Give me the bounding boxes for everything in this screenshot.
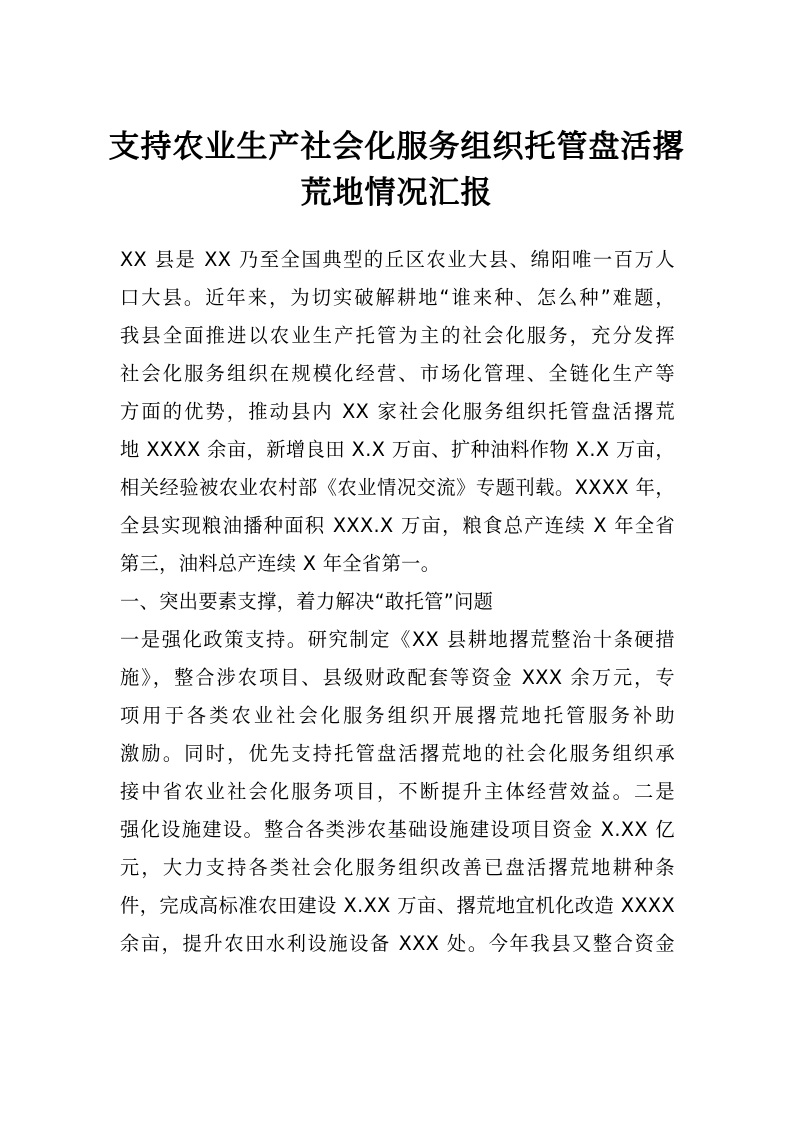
body-text-line: 相关经验被农业农村部《农业情况交流》专题刊载。XXXX 年，	[120, 476, 675, 499]
body-text-line: 地 XXXX 余亩，新增良田 X.X 万亩、扩种油料作物 X.X 万亩，	[120, 438, 675, 461]
section-heading: 一、突出要素支撑，着力解决“敢托管”问题	[120, 590, 494, 613]
body-text-line: 方面的优势，推动县内 XX 家社会化服务组织托管盘活撂荒	[120, 400, 675, 423]
body-text-line: 强化设施建设。整合各类涉农基础设施建设项目资金 X.XX 亿	[120, 818, 675, 841]
body-text-line: 一是强化政策支持。研究制定《XX 县耕地撂荒整治十条硬措	[120, 628, 675, 651]
document-title-line-2: 荒地情况汇报	[300, 175, 493, 211]
body-text-line: 件，完成高标准农田建设 X.XX 万亩、撂荒地宜机化改造 XXXX	[120, 894, 675, 917]
body-text-line: 第三，油料总产连续 X 年全省第一。	[120, 552, 441, 575]
body-text-line: 余亩，提升农田水利设施设备 XXX 处。今年我县又整合资金	[120, 932, 675, 955]
body-text-line: 我县全面推进以农业生产托管为主的社会化服务，充分发挥	[120, 324, 675, 347]
body-text-line: 项用于各类农业社会化服务组织开展撂荒地托管服务补助	[120, 704, 675, 727]
body-text-line: 口大县。近年来，为切实破解耕地“谁来种、怎么种”难题，	[120, 286, 675, 309]
body-text-line: 元，大力支持各类社会化服务组织改善已盘活撂荒地耕种条	[120, 856, 675, 879]
body-text-line: 激励。同时，优先支持托管盘活撂荒地的社会化服务组织承	[120, 742, 675, 765]
body-text-line: XX 县是 XX 乃至全国典型的丘区农业大县、绵阳唯一百万人	[120, 248, 675, 271]
body-text-line: 施》，整合涉农项目、县级财政配套等资金 XXX 余万元，专	[120, 666, 675, 689]
document-title-line-1: 支持农业生产社会化服务组织托管盘活撂	[108, 129, 685, 165]
body-text-line: 社会化服务组织在规模化经营、市场化管理、全链化生产等	[120, 362, 675, 385]
body-text-line: 接中省农业社会化服务项目，不断提升主体经营效益。二是	[120, 780, 675, 803]
body-text-line: 全县实现粮油播种面积 XXX.X 万亩，粮食总产连续 X 年全省	[120, 514, 675, 537]
